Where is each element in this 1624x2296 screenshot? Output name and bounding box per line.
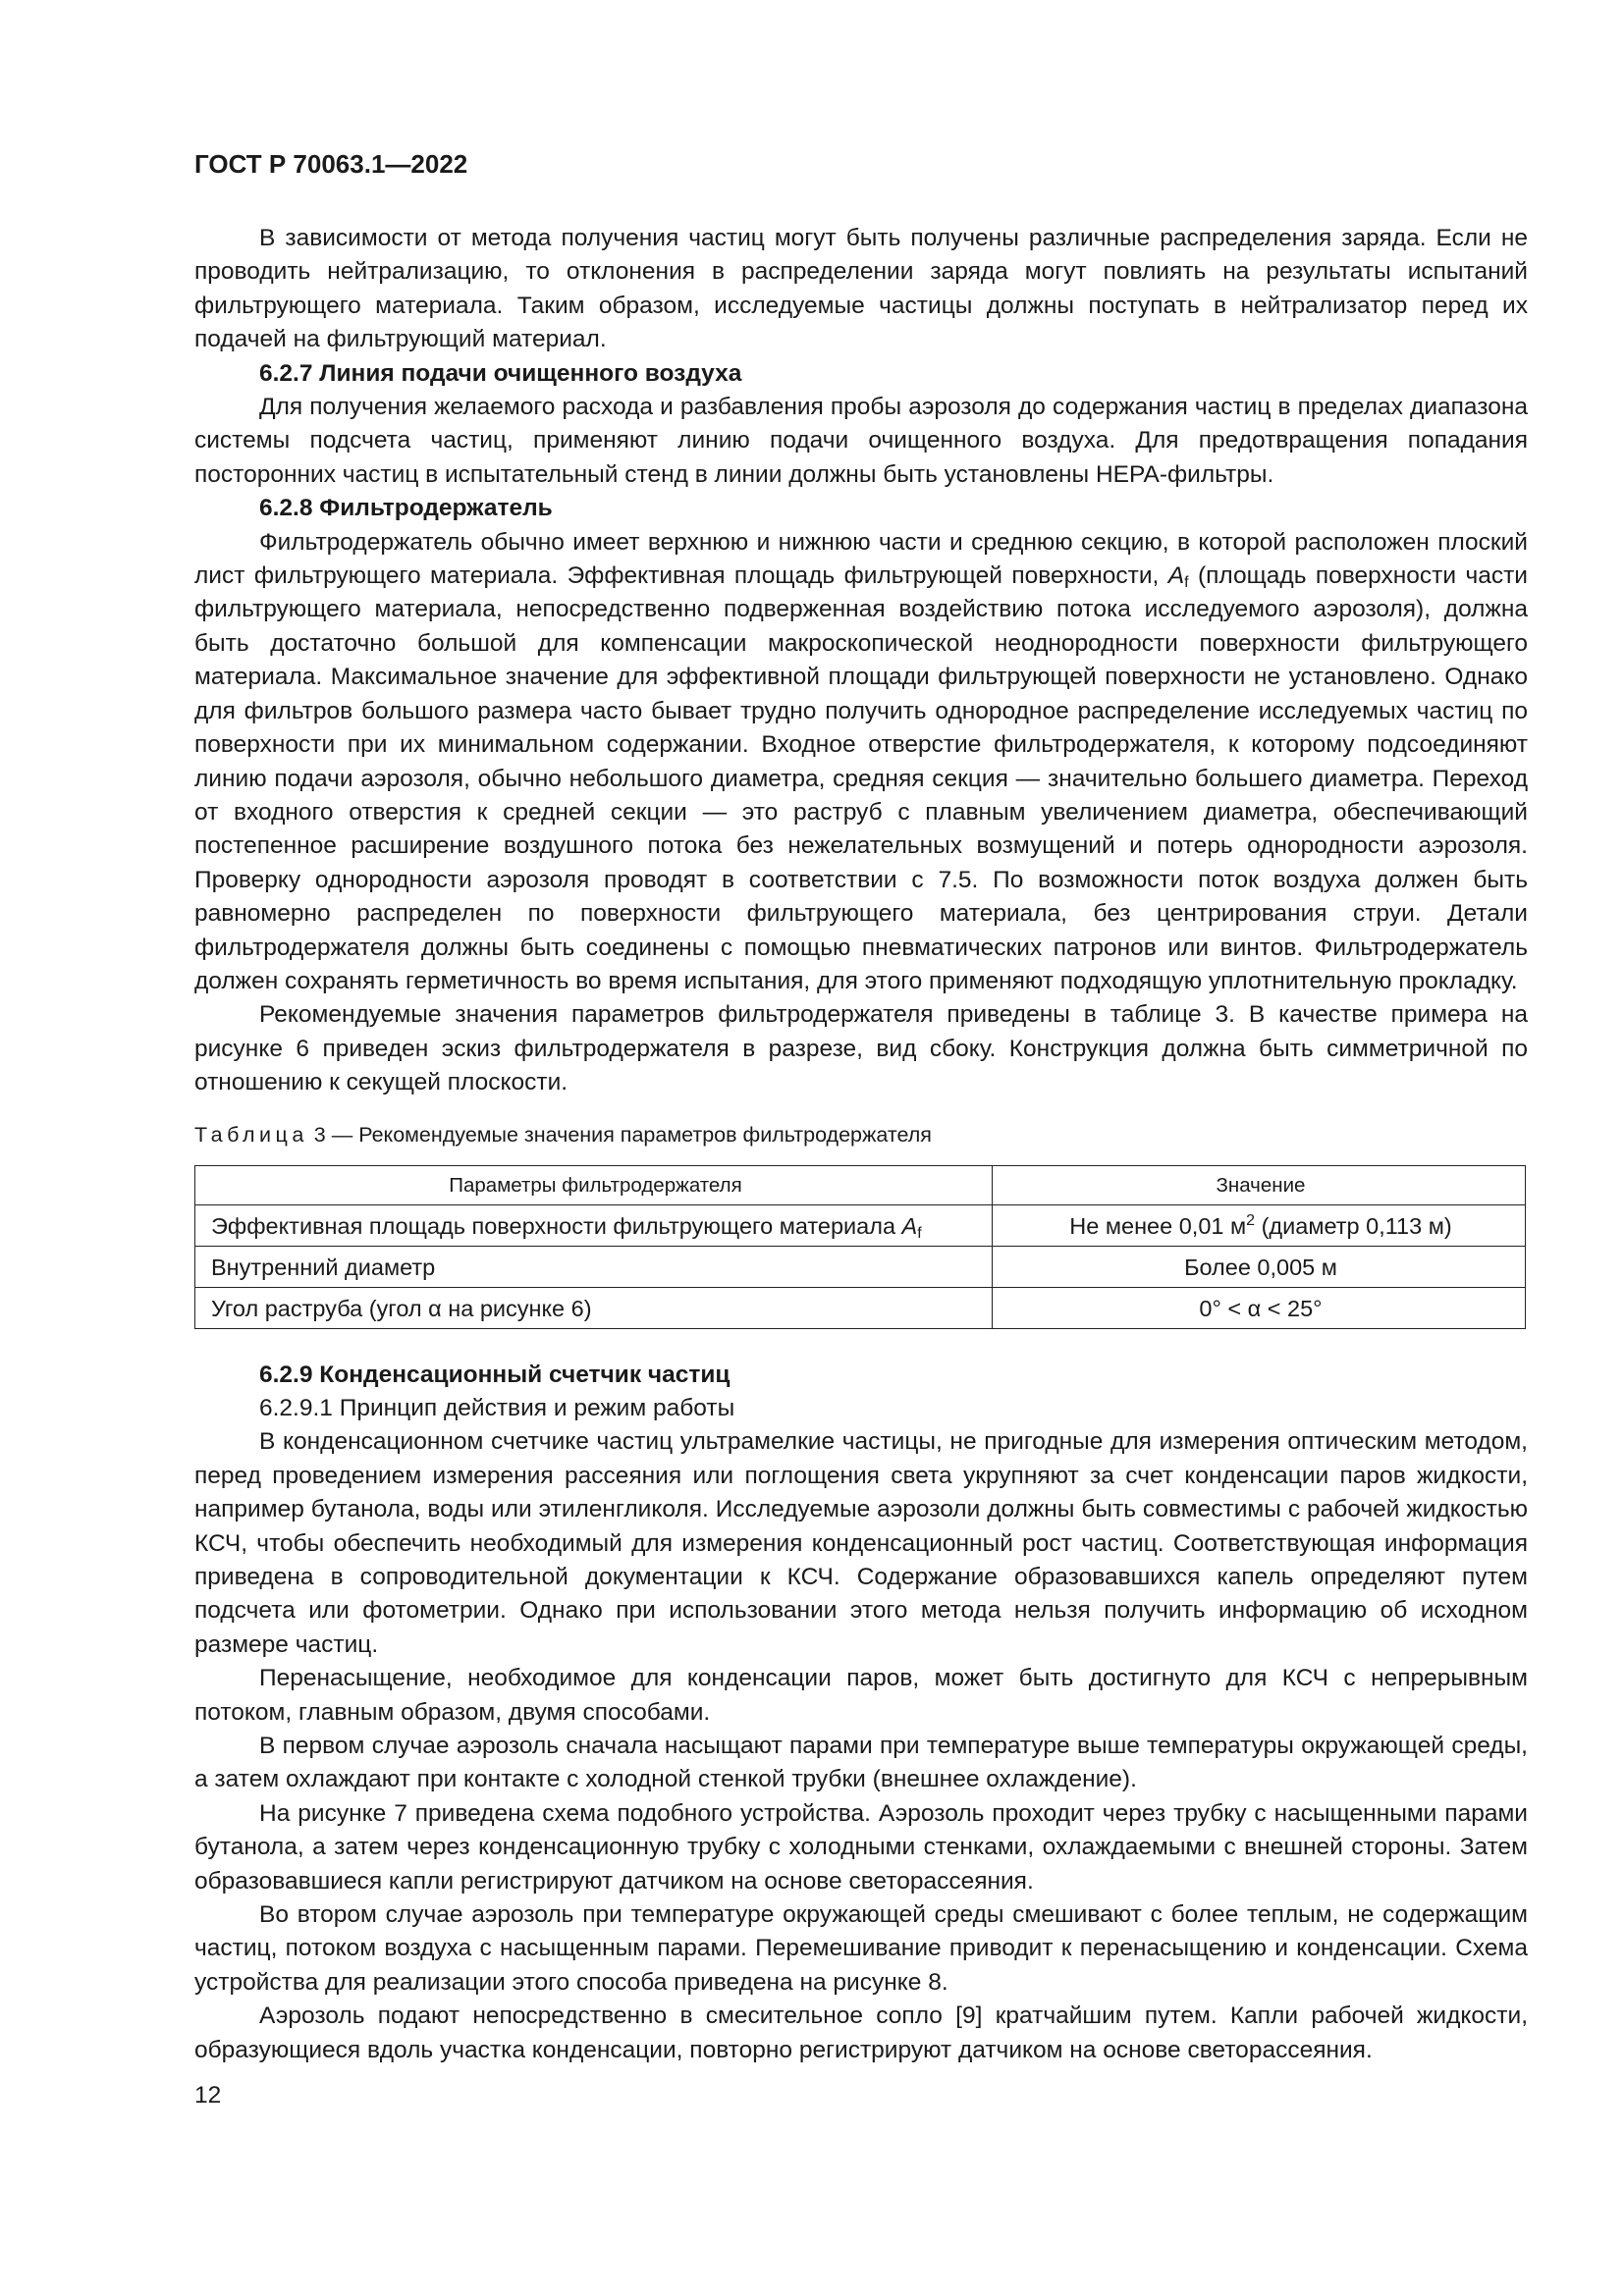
symbol-a: A — [901, 1212, 918, 1239]
table-cell-param — [195, 1204, 993, 1246]
table-cell-value: Более 0,005 м — [993, 1246, 1526, 1287]
parameters-table — [194, 1165, 1526, 1329]
paragraph: Для получения желаемого расхода и разбавления пробы аэрозоля до содержания частиц в пределах диапазона системы подсчета частиц, применяют линию подачи очищенного воздуха. Для предотвращения попадания посторонних частиц в испытательный стенд в линии должны быть установлены HEPA-фильтры. — [194, 394, 1528, 488]
table-header-cell: Параметры фильтродержателя — [195, 1165, 993, 1204]
superscript: 2 — [1246, 1211, 1256, 1229]
table-row — [195, 1204, 1526, 1246]
paragraph: На рисунке 7 приведена схема подобного устройства. Аэрозоль проходит через трубку с насыщенными парами бутанола, а затем через конденсационную трубку с холодными стенками, охлаждаемыми с внешней стороны. Затем образовавшиеся капли регистрируют датчиком на основе светорассеяния. — [194, 1799, 1528, 1895]
paragraph: В первом случае аэрозоль сначала насыщают парами при температуре выше температуры окружающей среды, а затем охлаждают при контакте с холодной стенкой трубки (внешнее охлаждение). — [194, 1733, 1528, 1793]
section-heading-6-2-7: 6.2.7 Линия подачи очищенного воздуха — [259, 359, 742, 387]
table-row — [195, 1287, 1526, 1328]
subsection-heading-6-2-9-1: 6.2.9.1 Принцип действия и режим работы — [259, 1394, 735, 1421]
table-cell-param: Угол раструба (угол α на рисунке 6) — [195, 1287, 993, 1328]
table-cell-value — [993, 1204, 1526, 1246]
paragraph: Перенасыщение, необходимое для конденсации паров, может быть достигнуто для КСЧ с непрерывным потоком, главным образом, двумя способами. — [194, 1665, 1528, 1726]
paragraph: В конденсационном счетчике частиц ультрамелкие частицы, не пригодные для измерения оптическим методом, перед проведением измерения рассеяния или поглощения света укрупняют за счет конденсации паров жидкости, например бутанола, воды или этиленгликоля. Исследуемые аэрозоли должны быть совместимы с рабочей жидкостью КСЧ, чтобы обеспечить необходимый для измерения конденсационный рост частиц. Соответствующая информация приведена в сопроводительной документации к КСЧ. Содержание образовавшихся капель определяют путем подсчета или фотометрии. Однако при использовании этого метода нельзя получить информацию об исходном размере частиц. — [194, 1428, 1528, 1658]
table-caption-label: Таблица — [194, 1122, 308, 1147]
table-caption — [194, 1120, 1528, 1149]
symbol-subscript: f — [917, 1224, 922, 1242]
paragraph: Рекомендуемые значения параметров фильтродержателя приведены в таблице 3. В качестве примера на рисунке 6 приведен эскиз фильтродержателя в разрезе, вид сбоку. Конструкция должна быть симметричной по отношению к секущей плоскости. — [194, 1001, 1528, 1096]
document-page — [194, 0, 1528, 2296]
section-heading-6-2-9: 6.2.9 Конденсационный счетчик частиц — [259, 1361, 731, 1388]
paragraph-text: (площадь поверхности части фильтрующего материала, непосредственно подверженная воздействию потока исследуемого аэрозоля), должна быть достаточно большой для компенсации макроскопической неоднородности поверхности фильтрующего материала. Максимальное значение для эффективной площади фильтрующей поверхности не установлено. Однако для фильтров большого размера часто бывает трудно получить однородное распределение исследуемых частиц по поверхности при их минимальном содержании. Входное отверстие фильтродержателя, к которому подсоединяют линию подачи аэрозоля, обычно небольшого диаметра, средняя секция — значительно большего диаметра. Переход от входного отверстия к средней секции — это раструб с плавным увеличением диаметра, обеспечивающий постепенное расширение воздушного потока без нежелательных возмущений и потерь однородности аэрозоля. Проверку однородности аэрозоля проводят в соответствии с 7.5. По возможности поток воздуха должен быть равномерно распределен по поверхности фильтрующего материала, без центрирования струи. Детали фильтродержателя должны быть соединены с помощью пневматических патронов или винтов. Фильтродержатель должен сохранять герметичность во время испытания, для этого применяют подходящую уплотнительную прокладку. — [194, 562, 1528, 994]
table-header-cell: Значение — [993, 1165, 1526, 1204]
page-number: 12 — [194, 2082, 222, 2109]
document-number-header: ГОСТ Р 70063.1—2022 — [194, 149, 468, 179]
paragraph — [194, 526, 1528, 999]
table-cell-value: 0° < α < 25° — [993, 1287, 1526, 1328]
table-row — [195, 1246, 1526, 1287]
table-cell-param: Внутренний диаметр — [195, 1246, 993, 1287]
page-content — [194, 222, 1528, 2067]
section-heading-6-2-8: 6.2.8 Фильтродержатель — [259, 495, 553, 522]
cell-text: (диаметр 0,113 м) — [1255, 1212, 1452, 1239]
cell-text: Не менее 0,01 м — [1069, 1212, 1247, 1239]
paragraph: В зависимости от метода получения частиц могут быть получены различные распределения заряда. Если не проводить нейтрализацию, то отклонения в распределении заряда могут повлиять на результаты испытаний фильтрующего материала. Таким образом, исследуемые частицы должны поступать в нейтрализатор перед их подачей на фильтрующий материал. — [194, 225, 1528, 353]
symbol-subscript: f — [1184, 574, 1189, 592]
cell-text: Эффективная площадь поверхности фильтрующего материала — [211, 1212, 902, 1239]
table-caption-text: 3 — Рекомендуемые значения параметров фильтродержателя — [307, 1122, 932, 1147]
paragraph-text: Фильтродержатель обычно имеет верхнюю и нижнюю части и среднюю секцию, в которой расположен плоский лист фильтрующего материала. Эффективная площадь фильтрующей поверхности, — [194, 528, 1528, 590]
symbol-a: A — [1167, 562, 1185, 590]
table-header-row — [195, 1165, 1526, 1204]
paragraph: Во втором случае аэрозоль при температуре окружающей среды смешивают с более теплым, не содержащим частиц, потоком воздуха с насыщенным парами. Перемешивание приводит к перенасыщению и конденсации. Схема устройства для реализации этого способа приведена на рисунке 8. — [194, 1901, 1528, 1996]
paragraph: Аэрозоль подают непосредственно в смесительное сопло [9] кратчайшим путем. Капли рабочей жидкости, образующиеся вдоль участка конденсации, повторно регистрируют датчиком на основе светорассеяния. — [194, 2002, 1528, 2063]
